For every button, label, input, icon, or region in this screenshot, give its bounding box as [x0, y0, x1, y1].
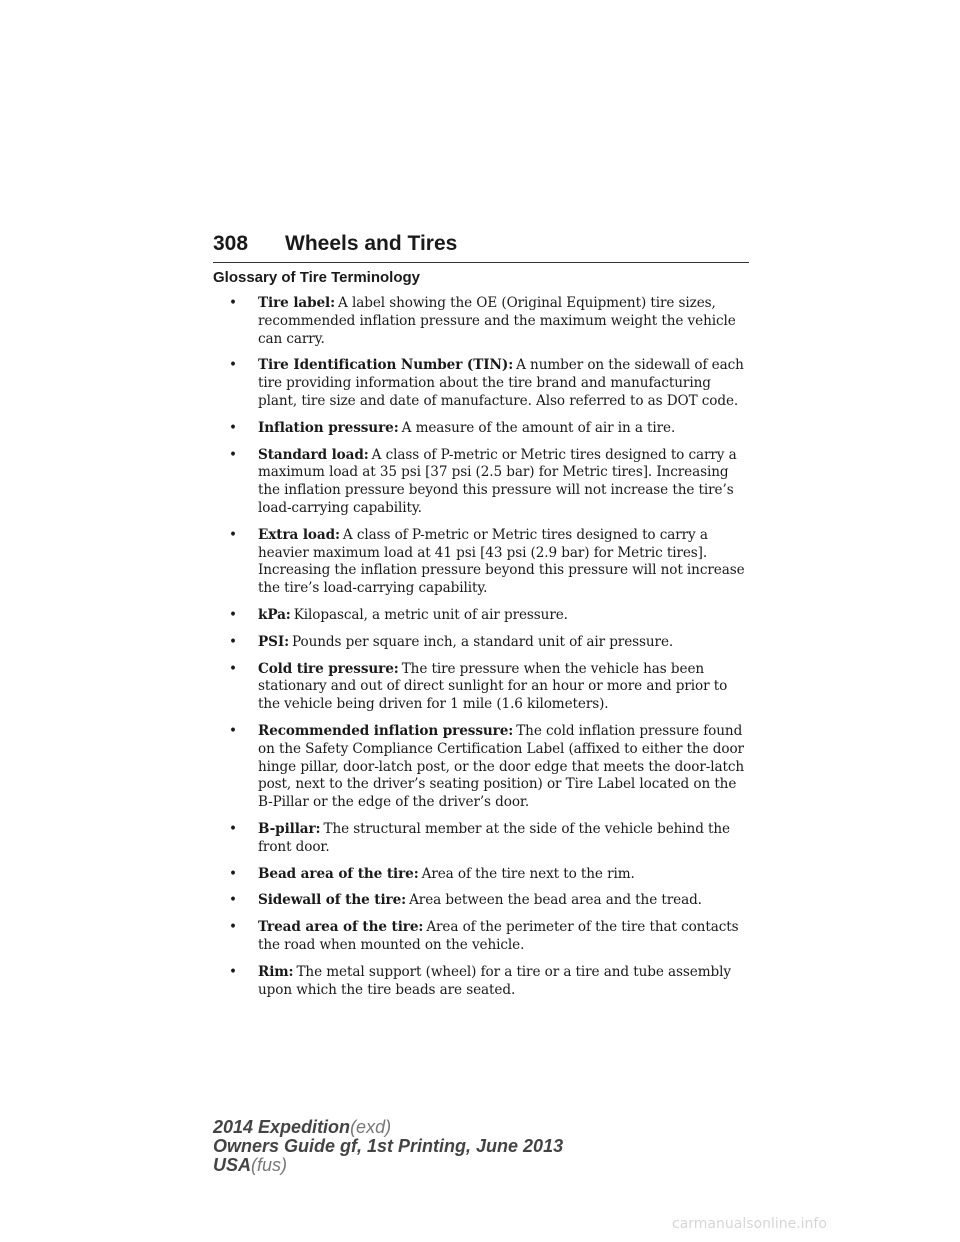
- glossary-term: kPa:: [258, 606, 291, 623]
- bullet-icon: •: [229, 419, 237, 436]
- glossary-item: [213, 447, 753, 518]
- glossary-definition: The metal support (wheel) for a tire or a tire and tube assembly upon which the tire beads are seated.: [258, 963, 731, 998]
- glossary-definition: A class of P-metric or Metric tires designed to carry a heavier maximum load at 41 psi [43 psi (2.9 bar) for Metric tires]. Increasing the inflation pressure beyond this pressure will not increase the tire’s load-carrying capability.: [258, 526, 745, 597]
- glossary-definition: The tire pressure when the vehicle has been stationary and out of direct sunlight for an hour or more and prior to the vehicle being driven for 1 mile (1.6 kilometers).: [258, 660, 728, 713]
- glossary-item: [213, 964, 753, 1000]
- glossary-definition: Pounds per square inch, a standard unit of air pressure.: [292, 633, 674, 650]
- footer-model-code: (exd): [350, 1117, 392, 1137]
- print-footer: [213, 1118, 563, 1175]
- bullet-icon: •: [229, 722, 237, 739]
- page-number: 308: [213, 232, 249, 255]
- glossary-item: [213, 821, 753, 857]
- footer-market: USA: [213, 1155, 252, 1175]
- glossary-definition: Area of the perimeter of the tire that contacts the road when mounted on the vehicle.: [258, 919, 739, 953]
- footer-model: 2014 Expedition: [213, 1117, 351, 1137]
- glossary-term: Tread area of the tire:: [258, 919, 424, 936]
- glossary-item: [213, 661, 753, 714]
- page-header: [213, 232, 749, 263]
- bullet-icon: •: [229, 820, 237, 837]
- glossary-term: Bead area of the tire:: [258, 865, 419, 882]
- footer-line-market: [213, 1156, 563, 1175]
- glossary-term: B-pillar:: [258, 820, 321, 837]
- bullet-icon: •: [229, 919, 237, 936]
- glossary-definition: Kilopascal, a metric unit of air pressure.: [293, 606, 568, 623]
- glossary-item: [213, 295, 753, 348]
- glossary-definition: The cold inflation pressure found on the Safety Compliance Certification Label (affixed to either the door hinge pillar, door-latch post, or the door edge that meets the door-latch post, next to the driver’s seating position) or Tire Label located on the B-Pillar or the edge of the driver’s door.: [258, 722, 745, 811]
- bullet-icon: •: [229, 963, 237, 980]
- glossary-item: [213, 527, 753, 598]
- glossary-definition: Area of the tire next to the rim.: [421, 865, 635, 882]
- glossary-item: [213, 357, 753, 410]
- glossary-item: [213, 607, 753, 625]
- glossary-term: Tire Identification Number (TIN):: [258, 357, 514, 374]
- glossary-definition: Area between the bead area and the tread.: [409, 892, 702, 909]
- bullet-icon: •: [229, 295, 237, 311]
- glossary-item: [213, 892, 753, 910]
- footer-line-guide: Owners Guide gf, 1st Printing, June 2013: [213, 1136, 564, 1156]
- bullet-icon: •: [229, 446, 237, 463]
- watermark: carmanualsonline.info: [672, 1216, 827, 1232]
- glossary-term: Rim:: [258, 963, 294, 980]
- glossary-section: [213, 268, 753, 1008]
- bullet-icon: •: [229, 526, 237, 543]
- glossary-item: [213, 634, 753, 652]
- glossary-term: Cold tire pressure:: [258, 660, 399, 677]
- bullet-icon: •: [229, 606, 237, 623]
- bullet-icon: •: [229, 660, 237, 677]
- bullet-icon: •: [229, 357, 237, 374]
- glossary-term: Tire label:: [258, 295, 336, 311]
- glossary-heading: Glossary of Tire Terminology: [213, 269, 420, 286]
- glossary-definition: A number on the sidewall of each tire providing information about the tire brand and manufacturing plant, tire size and date of manufacture. Also referred to as DOT code.: [258, 357, 744, 409]
- footer-line-model: [213, 1118, 563, 1137]
- glossary-definition: A label showing the OE (Original Equipment) tire sizes, recommended inflation pressure and the maximum weight the vehicle can carry.: [258, 295, 736, 347]
- glossary-term: Recommended inflation pressure:: [258, 722, 514, 739]
- glossary-item: [213, 866, 753, 884]
- bullet-icon: •: [229, 633, 237, 650]
- glossary-item: [213, 919, 753, 955]
- glossary-term: Standard load:: [258, 446, 369, 463]
- section-title: Wheels and Tires: [285, 232, 458, 255]
- footer-market-code: (fus): [251, 1155, 288, 1175]
- glossary-definition: The structural member at the side of the vehicle behind the front door.: [258, 820, 730, 855]
- glossary-term: Extra load:: [258, 526, 340, 543]
- glossary-definition: A measure of the amount of air in a tire.: [401, 419, 676, 436]
- glossary-term: PSI:: [258, 633, 290, 650]
- glossary-definition: A class of P-metric or Metric tires designed to carry a maximum load at 35 psi [37 psi (2.5 bar) for Metric tires]. Increasing the inflation pressure beyond this pressure will not increase the tire’s load-carrying capability.: [258, 446, 737, 516]
- glossary-term: Sidewall of the tire:: [258, 892, 407, 909]
- bullet-icon: •: [229, 865, 237, 882]
- bullet-icon: •: [229, 892, 237, 909]
- glossary-item: [213, 723, 753, 812]
- glossary-term: Inflation pressure:: [258, 419, 399, 436]
- glossary-list: [213, 295, 753, 999]
- glossary-item: [213, 420, 753, 438]
